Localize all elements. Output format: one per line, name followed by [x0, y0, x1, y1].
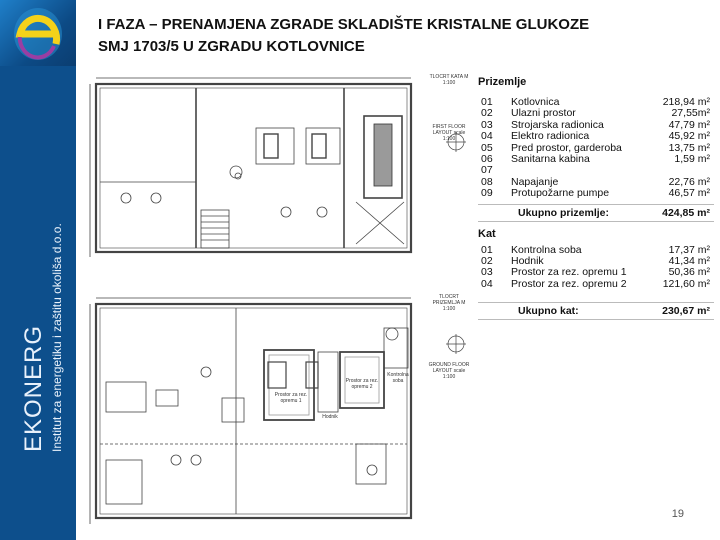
upper-floor-heading: Kat: [478, 227, 496, 240]
floor-room-row: [478, 267, 714, 278]
upper-plan-label: TLOCRT KATA M 1:100: [429, 74, 469, 86]
room-number: 01: [481, 96, 493, 108]
room-area: 27,55m²: [671, 107, 710, 120]
room-name: Prostor za rez. opremu 2: [511, 277, 627, 290]
lower-plan-label: TLOCRT PRIZEMLJA M 1:100: [432, 294, 466, 312]
room-area: 41,34 m²: [668, 254, 710, 267]
room-number: 02: [481, 254, 493, 267]
ground-room-row: [478, 154, 714, 165]
room-number: 01: [481, 243, 493, 256]
ground-total-label: Ukupno prizemlje:: [518, 206, 610, 219]
floor-total-value: 230,67 m²: [662, 305, 710, 318]
ground-floor-heading: Prizemlje: [478, 76, 527, 88]
floor-room-list: [478, 245, 714, 291]
room-name: Ulazni prostor: [511, 107, 576, 120]
lower-room-label: Hodnik: [322, 414, 338, 420]
sidebar: [0, 0, 82, 540]
ground-room-list: [478, 97, 714, 200]
sidebar-stripe: [76, 0, 82, 540]
title-line-1: I FAZA – PRENAMJENA ZGRADE SKLADIŠTE KRISTALNE GLUKOZE: [98, 16, 590, 33]
room-name: Napajanje: [511, 175, 559, 188]
floor-plan-svg: [86, 72, 471, 527]
room-area: 22,76 m²: [668, 175, 710, 188]
lower-room-label: Kontrolna soba: [387, 372, 409, 384]
ground-room-row: [478, 188, 714, 199]
room-area: 218,94 m²: [662, 96, 710, 108]
room-name: Pred prostor, garderoba: [511, 141, 622, 154]
room-number: 08: [481, 175, 493, 188]
room-number: 03: [481, 266, 493, 279]
room-area: 46,57 m²: [668, 187, 710, 200]
room-area: 47,79 m²: [668, 118, 710, 131]
room-area: 45,92 m²: [668, 130, 710, 143]
room-area: 1,59 m²: [674, 152, 710, 165]
room-name: Elektro radionica: [511, 130, 590, 143]
room-number: 06: [481, 152, 493, 165]
e-letter-logo-icon: [0, 0, 82, 66]
room-name: Kotlovnica: [511, 96, 560, 108]
room-name: Strojarska radionica: [511, 118, 604, 131]
room-number: 09: [481, 187, 493, 200]
ground-total-row: [478, 204, 714, 222]
lower-room-label: Prostor za rez. opremu 1: [274, 392, 308, 404]
room-area: 121,60 m²: [662, 277, 710, 290]
brand-subtitle: Institut za energetiku i zaštitu okoliša d.o.o.: [50, 223, 64, 452]
room-area: 13,75 m²: [668, 141, 710, 154]
floor-total-label: Ukupno kat:: [518, 305, 579, 318]
room-name: Protupožarne pumpe: [511, 187, 610, 200]
upper-plan-label-en: FIRST FLOOR LAYOUT scale 1:100: [432, 124, 466, 142]
room-area: 50,36 m²: [668, 266, 710, 279]
lower-room-label: Prostor za rez. opremu 2: [345, 378, 379, 390]
room-number: 04: [481, 130, 493, 143]
room-name: Prostor za rez. opremu 1: [511, 266, 627, 279]
lower-plan-label-en: GROUND FLOOR LAYOUT scale 1:100: [428, 362, 470, 380]
room-name: Kontrolna soba: [511, 243, 582, 256]
floor-plan-drawing: [86, 72, 471, 527]
room-number: 07: [481, 164, 493, 177]
ground-total-value: 424,85 m²: [662, 206, 710, 219]
area-legend: [478, 74, 714, 320]
page-number: 19: [671, 508, 684, 520]
room-area: 17,37 m²: [668, 243, 710, 256]
room-number: 03: [481, 118, 493, 131]
room-number: 04: [481, 277, 493, 290]
title-line-2: SMJ 1703/5 U ZGRADU KOTLOVNICE: [98, 38, 365, 55]
room-number: 02: [481, 107, 493, 120]
page-title: [98, 14, 698, 58]
floor-room-row: [478, 279, 714, 290]
room-number: 05: [481, 141, 493, 154]
brand-name: EKONERG: [20, 324, 47, 452]
ground-room-row: [478, 131, 714, 142]
room-name: Sanitarna kabina: [511, 152, 590, 165]
room-name: Hodnik: [511, 254, 544, 267]
floor-total-row: [478, 302, 714, 320]
